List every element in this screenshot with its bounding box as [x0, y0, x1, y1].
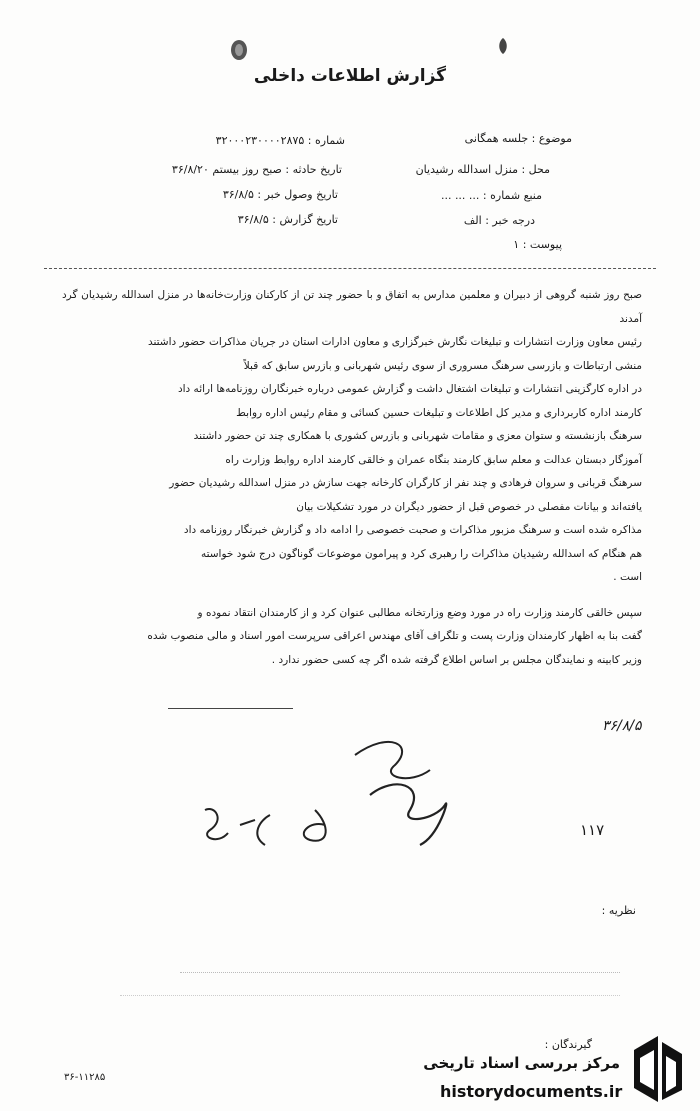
body-line: منشی ارتباطات و بازرسی سرهنگ مسروری از سوی رئیس شهربانی و بازرس سابق که قبلاً [243, 359, 642, 372]
attachment-line: پیوست : ۱ [513, 238, 562, 251]
source-number-line: منبع شماره : ... ... ... [440, 189, 542, 202]
body-line: صبح روز شنبه گروهی از دبیران و معلمین مدارس به اتفاق و با حضور چند تن از کارکنان وزارت‌خانه‌ها در منزل اسدالله رشیدیان گرد آمدند [62, 289, 642, 325]
body-end-rule [168, 708, 293, 709]
page-number: ۱۱۷ [580, 821, 605, 839]
body-line: در اداره کارگزینی انتشارات و تبلیغات اشتغال داشت و گزارش عمومی درباره خبرنگاران روزنامه‌ها ارائه داد [177, 383, 642, 395]
opinion-label: نظریه : [601, 904, 636, 917]
emblem-seal [228, 36, 250, 62]
body-line: سرهنگ بازنشسته و ستوان معزی و مقامات شهربانی و بازرس کشوری با همکاری چند تن حضور داشتند [193, 430, 642, 442]
body-line: رئیس معاون وزارت انتشارات و تبلیغات نگارش خبرگزاری و معاون ادارات استان در جریان مذاکرات حضور داشتند [147, 336, 642, 348]
body-line: مذاکره شده است و سرهنگ مزبور مذاکرات و صحبت خصوصی را ادامه داد و گزارش خبرنگار روزنامه داد [183, 524, 642, 536]
body-line: وزیر کابینه و نمایندگان مجلس بر اساس اطلاع گرفته شده اگر چه کسی حضور ندارد . [271, 653, 642, 666]
faded-line [120, 995, 620, 996]
report-date-line: تاریخ گزارش : ۳۶/۸/۵ [237, 213, 338, 226]
body-line: است . [613, 571, 642, 583]
body-line: کارمند اداره کاربرداری و مدیر کل اطلاعات و تبلیغات حسین کسائی و مقام رئیس اداره روابط [236, 406, 642, 419]
document-code: ۳۶-۱۱۲۸۵ [64, 1072, 106, 1083]
body-line: آموزگار دبستان عدالت و معلم سابق کارمند بنگاه عمران و خالقی کارمند اداره روابط وزارت راه [225, 453, 642, 466]
header-divider [44, 268, 656, 269]
faded-line [180, 972, 620, 973]
source-grade-line: درجه خبر : الف [463, 214, 535, 227]
subject-line: موضوع : جلسه همگانی [464, 132, 572, 145]
watermark-name: مرکز بررسی اسناد تاریخی [423, 1054, 620, 1072]
place-line: محل : منزل اسدالله رشیدیان [415, 163, 550, 176]
report-number-line: شماره : ۳۲۰۰۰۲۳۰۰۰۰۲۸۷۵ [215, 134, 345, 147]
body-line: هم هنگام که اسدالله رشیدیان مذاکرات را رهبری کرد و پیرامون موضوعات گوناگون درج شود خواسته [200, 547, 642, 560]
handwritten-date: ۳۶/۸/۵ [602, 718, 642, 734]
event-date-line: تاریخ حادثه : صبح روز بیستم ۳۶/۸/۲۰ [171, 163, 342, 176]
report-title: گزارش اطلاعات داخلی [253, 66, 447, 86]
watermark-url: historydocuments.ir [440, 1082, 623, 1101]
receiver-label: گیرندگان : [544, 1038, 592, 1051]
watermark-logo-icon [628, 1032, 686, 1104]
body-line: گفت بنا به اظهار کارمندان وزارت پست و تلگراف آقای مهندس اعراقی سرپرست امور اسناد و مالی منصوب شده [147, 630, 642, 642]
body-line: سپس خالقی کارمند وزارت راه در مورد وضع وزارتخانه مطالبی عنوان کرد و از کارمندان انتقاد نموده و [197, 606, 642, 619]
body-line: سرهنگ قربانی و سروان فرهادی و چند نفر از کارگران کارخانه جهت سازش در منزل اسدالله رشیدیان حضور [169, 477, 642, 489]
signature-scribble [180, 725, 500, 865]
report-body [62, 284, 642, 672]
received-date-line: تاریخ وصول خبر : ۳۶/۸/۵ [222, 188, 338, 201]
emblem-mark [494, 36, 512, 56]
body-line: یافته‌اند و بیانات مفصلی در خصوص قبل از حضور دیگران در مورد تشکیلات بیان [296, 500, 642, 513]
